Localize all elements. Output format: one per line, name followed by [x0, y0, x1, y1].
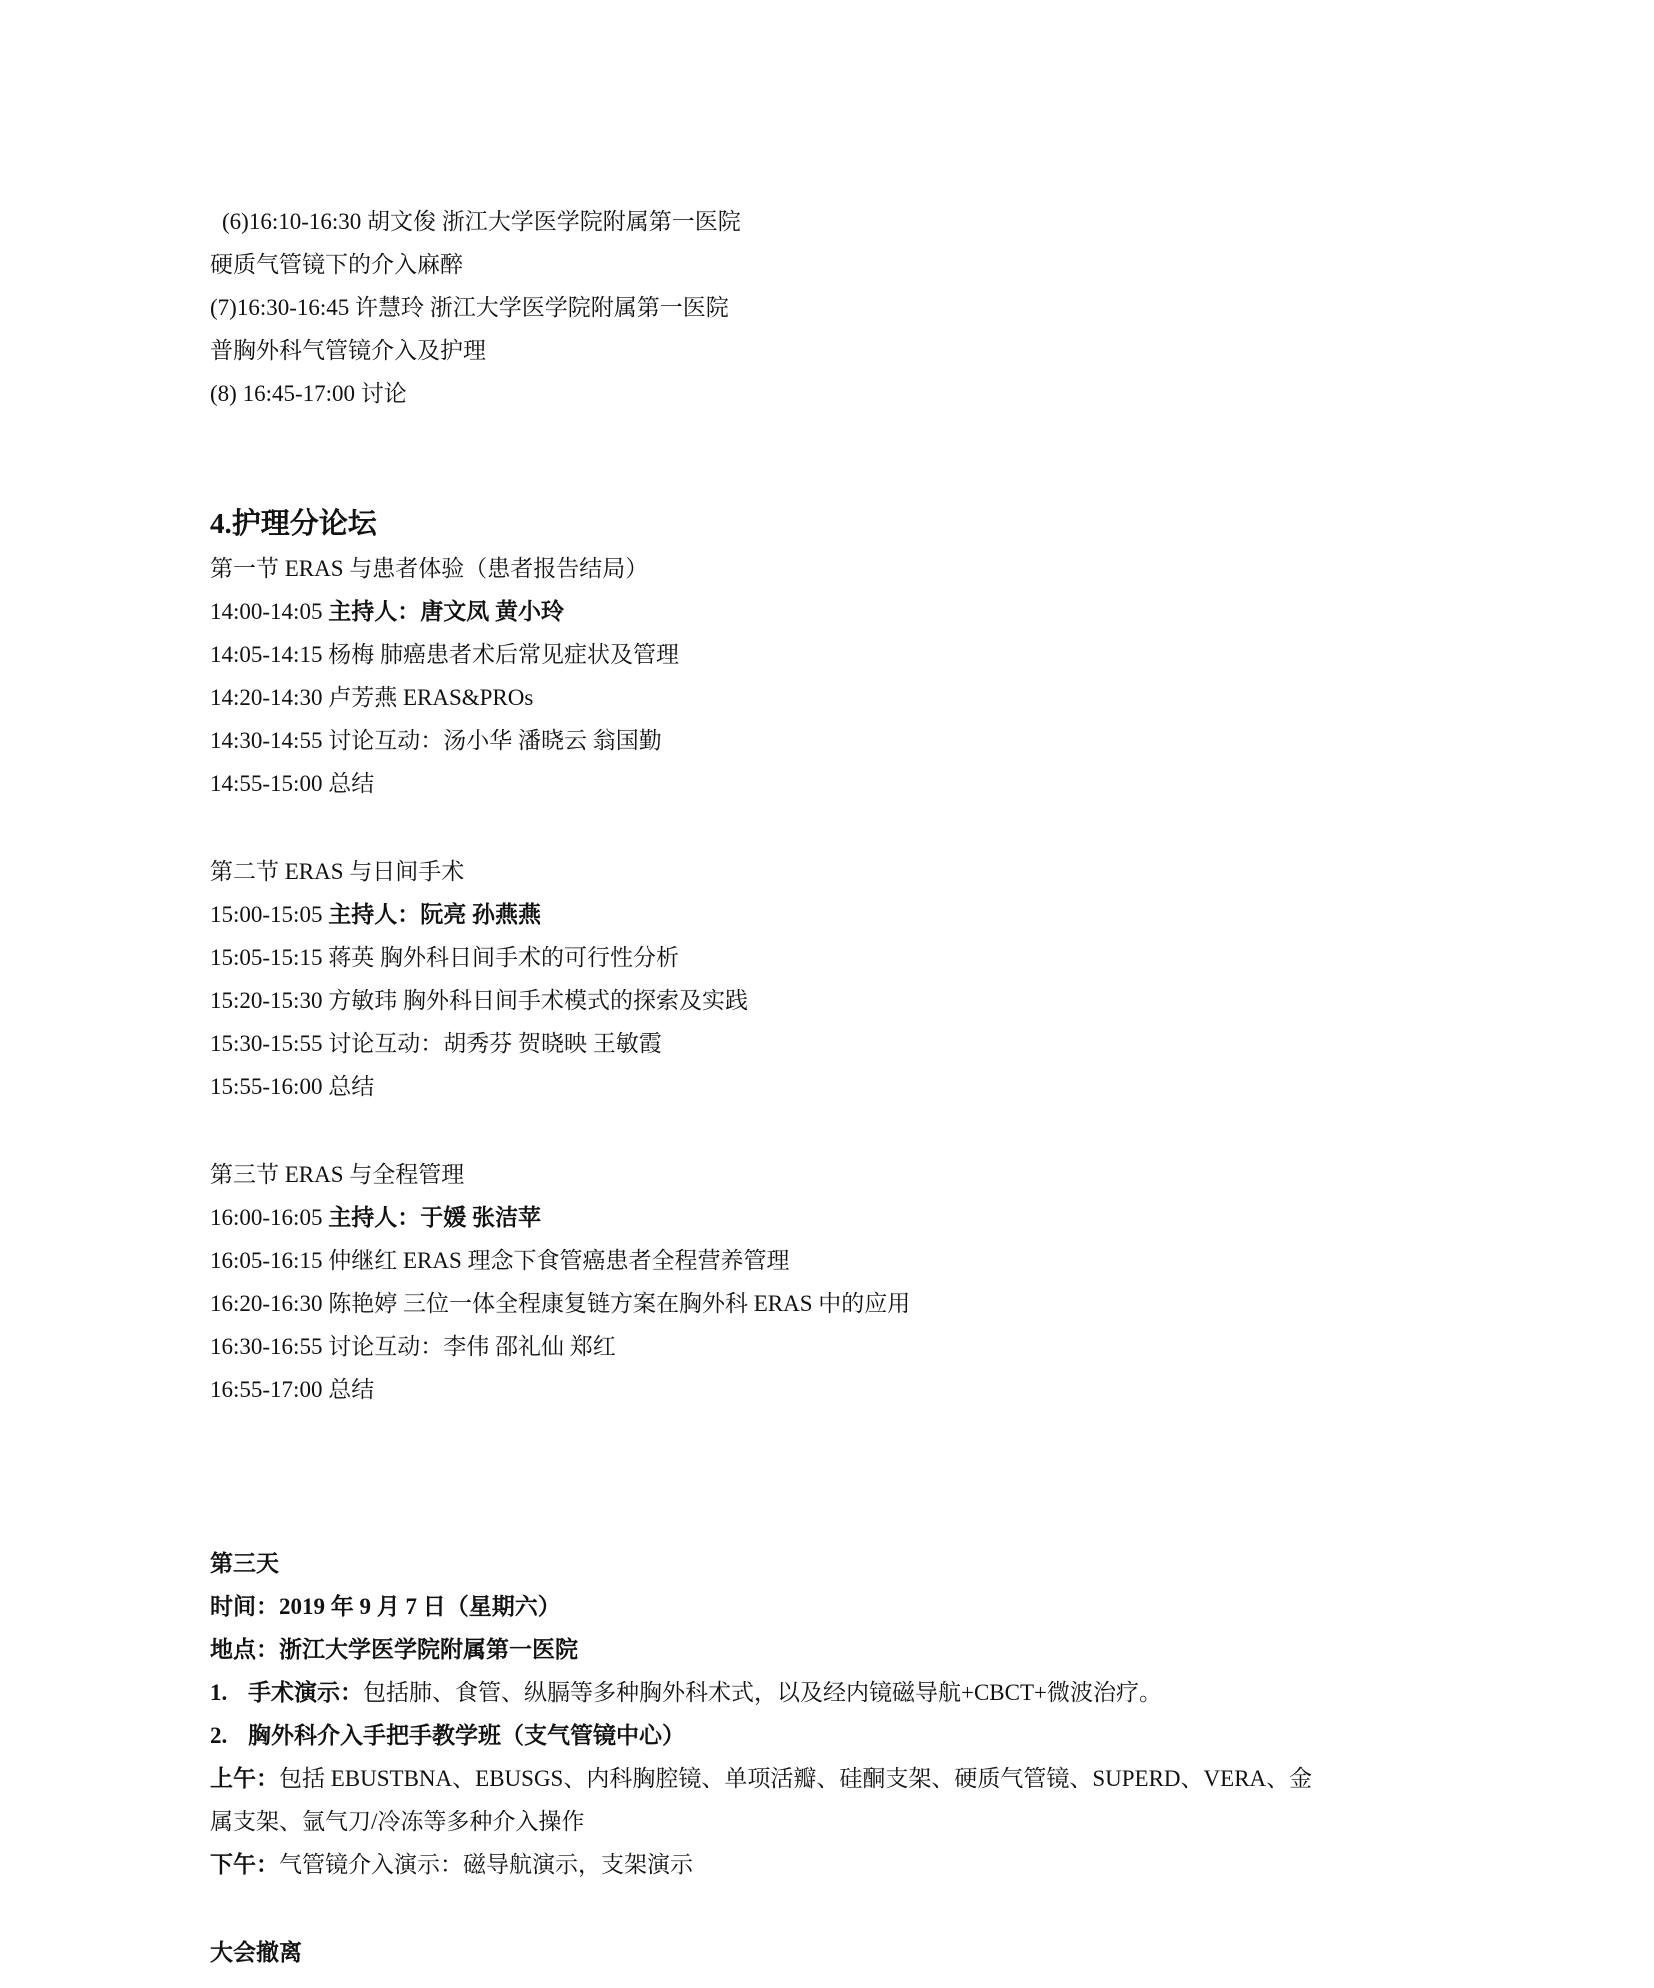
day3-time-label: 时间： — [210, 1594, 279, 1619]
session-2-title: 第二节 ERAS 与日间手术 — [210, 859, 465, 884]
conference-closing: 大会撤离 — [210, 1940, 302, 1965]
session-1-host — [210, 596, 564, 628]
day3-item-2-label: 胸外科介入手把手教学班（支气管镜中心） — [248, 1723, 685, 1748]
session-1-row-3: 14:30-14:55 讨论互动：汤小华 潘晓云 翁国勤 — [210, 728, 662, 753]
day3-item-1-text: 包括肺、食管、纵膈等多种胸外科术式，以及经内镜磁导航+CBCT+微波治疗。 — [363, 1680, 1163, 1705]
day3-item-1-number: 1. — [210, 1680, 228, 1705]
day3-place-label: 地点： — [210, 1637, 279, 1662]
session-2-host — [210, 899, 541, 931]
session-1-title: 第一节 ERAS 与患者体验（患者报告结局） — [210, 556, 649, 581]
session-2-row-1: 15:05-15:15 蒋英 胸外科日间手术的可行性分析 — [210, 945, 679, 970]
schedule-line-7: (7)16:30-16:45 许慧玲 浙江大学医学院附属第一医院 — [210, 295, 729, 320]
session-2-row-3: 15:30-15:55 讨论互动：胡秀芬 贺晓映 王敏霞 — [210, 1031, 662, 1056]
session-1-row-4: 14:55-15:00 总结 — [210, 771, 375, 796]
day3-morning-label: 上午： — [210, 1766, 279, 1791]
session-1-host-names: 主持人：唐文凤 黄小玲 — [328, 599, 564, 624]
day3-morning — [210, 1763, 1312, 1795]
section-heading-nursing: 4.护理分论坛 — [210, 508, 377, 540]
day3-morning-cont: 属支架、氩气刀/冷冻等多种介入操作 — [210, 1809, 585, 1834]
session-1-row-1: 14:05-14:15 杨梅 肺癌患者术后常见症状及管理 — [210, 642, 679, 667]
day3-place-value: 浙江大学医学院附属第一医院 — [279, 1637, 578, 1662]
session-3-host-names: 主持人：于媛 张洁苹 — [328, 1205, 541, 1230]
schedule-topic-6: 硬质气管镜下的介入麻醉 — [210, 252, 463, 277]
session-3-row-4: 16:55-17:00 总结 — [210, 1377, 375, 1402]
day3-item-2-number: 2. — [210, 1723, 228, 1748]
day3-title: 第三天 — [210, 1551, 279, 1576]
day3-item-1-label: 手术演示： — [248, 1680, 363, 1705]
session-2-row-4: 15:55-16:00 总结 — [210, 1074, 375, 1099]
schedule-line-6: (6)16:10-16:30 胡文俊 浙江大学医学院附属第一医院 — [222, 209, 741, 234]
session-2-host-time: 15:00-15:05 — [210, 902, 329, 927]
session-3-row-2: 16:20-16:30 陈艳婷 三位一体全程康复链方案在胸外科 ERAS 中的应用 — [210, 1291, 911, 1316]
schedule-topic-7: 普胸外科气管镜介入及护理 — [210, 338, 486, 363]
session-3-row-1: 16:05-16:15 仲继红 ERAS 理念下食管癌患者全程营养管理 — [210, 1248, 790, 1273]
session-1-row-2: 14:20-14:30 卢芳燕 ERAS&PROs — [210, 685, 534, 710]
day3-time — [210, 1591, 561, 1623]
day3-afternoon — [210, 1849, 693, 1881]
session-2-host-names: 主持人：阮亮 孙燕燕 — [328, 902, 541, 927]
session-1-host-time: 14:00-14:05 — [210, 599, 329, 624]
day3-time-value: 2019 年 9 月 7 日（星期六） — [279, 1594, 561, 1619]
schedule-line-8: (8) 16:45-17:00 讨论 — [210, 381, 407, 406]
session-3-title: 第三节 ERAS 与全程管理 — [210, 1162, 465, 1187]
day3-afternoon-text: 气管镜介入演示：磁导航演示，支架演示 — [279, 1852, 693, 1877]
day3-afternoon-label: 下午： — [210, 1852, 279, 1877]
day3-item-1 — [210, 1677, 1162, 1709]
session-3-host-time: 16:00-16:05 — [210, 1205, 329, 1230]
day3-morning-text: 包括 EBUSTBNA、EBUSGS、内科胸腔镜、单项活瓣、硅酮支架、硬质气管镜、SUPERD、VERA、金 — [279, 1766, 1313, 1791]
session-3-row-3: 16:30-16:55 讨论互动：李伟 邵礼仙 郑红 — [210, 1334, 616, 1359]
day3-item-2 — [210, 1720, 685, 1752]
session-3-host — [210, 1202, 541, 1234]
day3-place — [210, 1634, 578, 1666]
session-2-row-2: 15:20-15:30 方敏玮 胸外科日间手术模式的探索及实践 — [210, 988, 748, 1013]
